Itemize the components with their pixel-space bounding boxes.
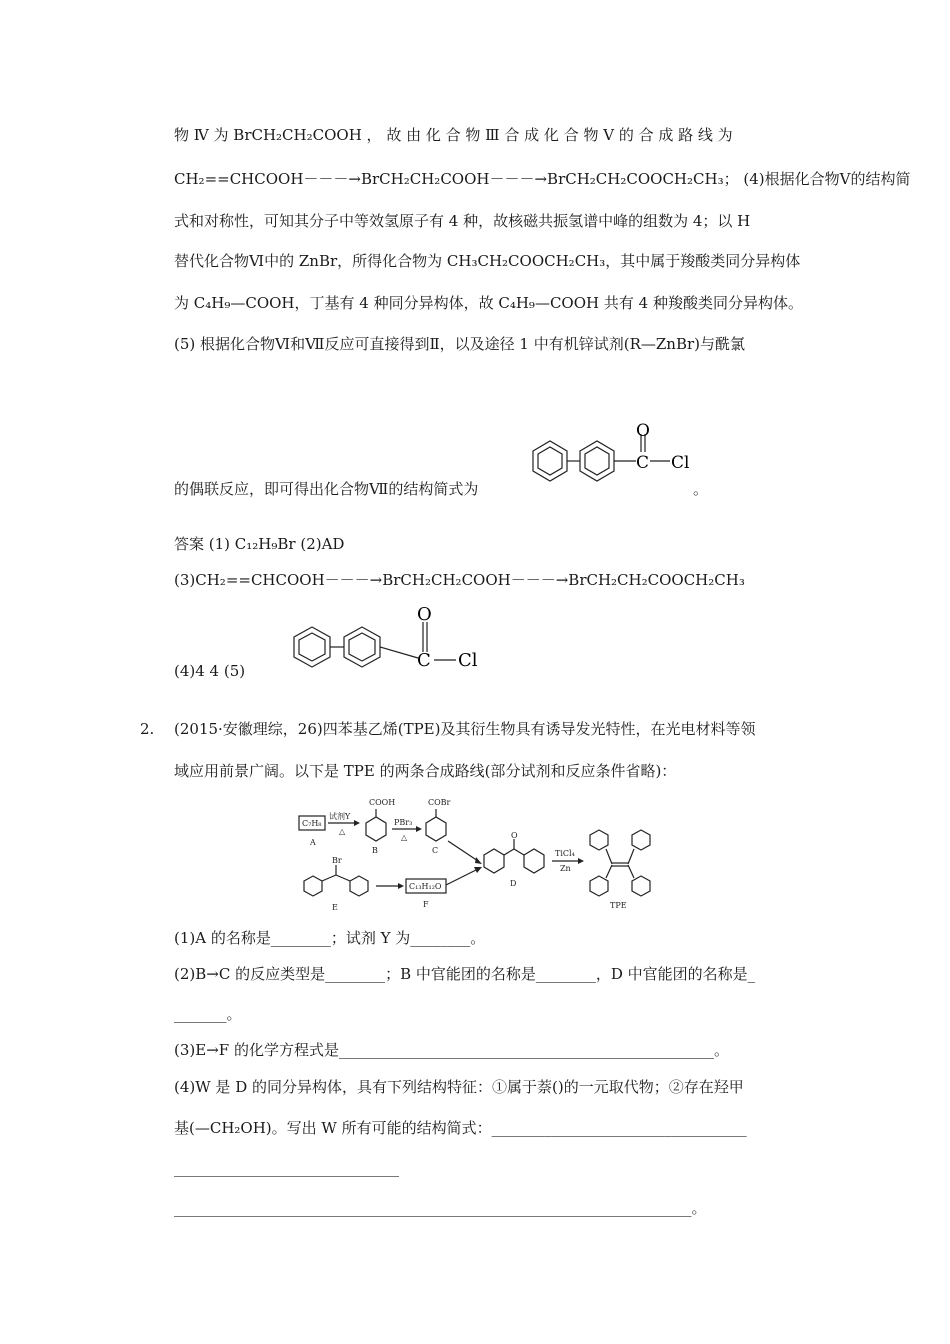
answer-blank-1: ______________________________: [174, 1159, 399, 1177]
compound-b-label: B: [372, 846, 378, 855]
sub-question-3: (3)E→F 的化学方程式是__________________________________________________。: [174, 1041, 729, 1059]
struct-o: O: [636, 421, 650, 441]
heat-1: △: [339, 827, 346, 836]
structure-vii-image: [508, 418, 698, 498]
compound-c-label: C: [432, 846, 439, 855]
compound-b-group: COOH: [369, 798, 396, 807]
solution-line-3: 式和对称性，可知其分子中等效氢原子有 4 种，故核磁共振氢谱中峰的组数为 4；以 H: [174, 212, 751, 230]
compound-d-oxygen: O: [511, 831, 518, 840]
reagent-zn: Zn: [560, 864, 571, 873]
answer-struct-o: O: [417, 604, 432, 625]
solution-line-4: 替代化合物Ⅵ中的 ZnBr，所得化合物为 CH₃CH₂COOCH₂CH₃，其中属于羧酸类同分异构体: [174, 252, 801, 270]
question-number: 2.: [140, 720, 155, 738]
solution-line-5: 为 C₄H₉—COOH，丁基有 4 种同分异构体，故 C₄H₉—COOH 共有 4 种羧酸类同分异构体。: [174, 294, 803, 312]
reagent-pbr3: PBr₃: [394, 818, 413, 827]
struct-c: C: [636, 453, 650, 473]
solution-line-2: CH₂==CHCOOH－－－→BrCH₂CH₂COOH－－－→BrCH₂CH₂COOCH₂CH₃； (4)根据化合物Ⅴ的结构简: [174, 170, 911, 188]
answer-line-1: 答案 (1) C₁₂H₉Br (2)AD: [174, 535, 345, 553]
reagent-ticl4: TiCl₄: [555, 849, 575, 858]
compound-a-label: A: [310, 838, 316, 847]
compound-f-label: F: [423, 900, 429, 909]
question-line-1: (2015·安徽理综，26)四苯基乙烯(TPE)及其衍生物具有诱导发光特性，在光电材料等领: [174, 720, 756, 738]
struct-cl: Cl: [671, 453, 690, 473]
reagent-y: 试剂Y: [329, 812, 351, 821]
compound-d-label: D: [510, 879, 517, 888]
compound-e-label: E: [332, 903, 338, 912]
sub-question-2-cont: _______。: [174, 1005, 242, 1023]
compound-c-group: COBr: [428, 798, 451, 807]
sub-question-4: (4)W 是 D 的同分异构体，具有下列结构特征：①属于萘()的一元取代物；②存在羟甲: [174, 1078, 744, 1096]
synthesis-scheme: [296, 793, 666, 918]
solution-line-1: 物 Ⅳ 为 BrCH₂CH₂COOH ， 故 由 化 合 物 Ⅲ 合 成 化 合 物 Ⅴ 的 合 成 路 线 为: [174, 126, 733, 144]
answer-struct-cl: Cl: [458, 650, 478, 671]
sub-question-1: (1)A 的名称是________；试剂 Y 为________。: [174, 929, 486, 947]
question-line-2: 域应用前景广阔。以下是 TPE 的两条合成路线(部分试剂和反应条件省略)：: [174, 762, 677, 780]
compound-a-formula: C₇H₈: [302, 819, 322, 828]
sub-question-4-cont: 基(—CH₂OH)。写出 W 所有可能的结构简式：__________________________________: [174, 1119, 747, 1137]
solution-line-6: (5) 根据化合物Ⅵ和Ⅶ反应可直接得到Ⅱ，以及途径 1 中有机锌试剂(R—ZnBr)与酰氯: [174, 335, 746, 353]
compound-tpe-label: TPE: [610, 901, 627, 910]
answer-blank-2: _____________________________________________________________________。: [174, 1199, 707, 1217]
heat-2: △: [401, 833, 408, 842]
answer-structure-image: [284, 602, 504, 682]
answer-line-2: (3)CH₂==CHCOOH－－－→BrCH₂CH₂COOH－－－→BrCH₂CH₂COOCH₂CH₃: [174, 571, 745, 589]
solution-line-7-end: 。: [693, 480, 709, 498]
sub-question-2: (2)B→C 的反应类型是________；B 中官能团的名称是________，D 中官能团的名称是_: [174, 965, 756, 983]
solution-line-7: 的偶联反应，即可得出化合物Ⅶ的结构简式为: [174, 480, 479, 498]
compound-f-formula: C₁₃H₁₂O: [409, 882, 442, 891]
compound-e-br: Br: [332, 856, 342, 865]
answer-struct-c: C: [417, 650, 431, 671]
answer-line-3: (4)4 4 (5): [174, 662, 246, 680]
